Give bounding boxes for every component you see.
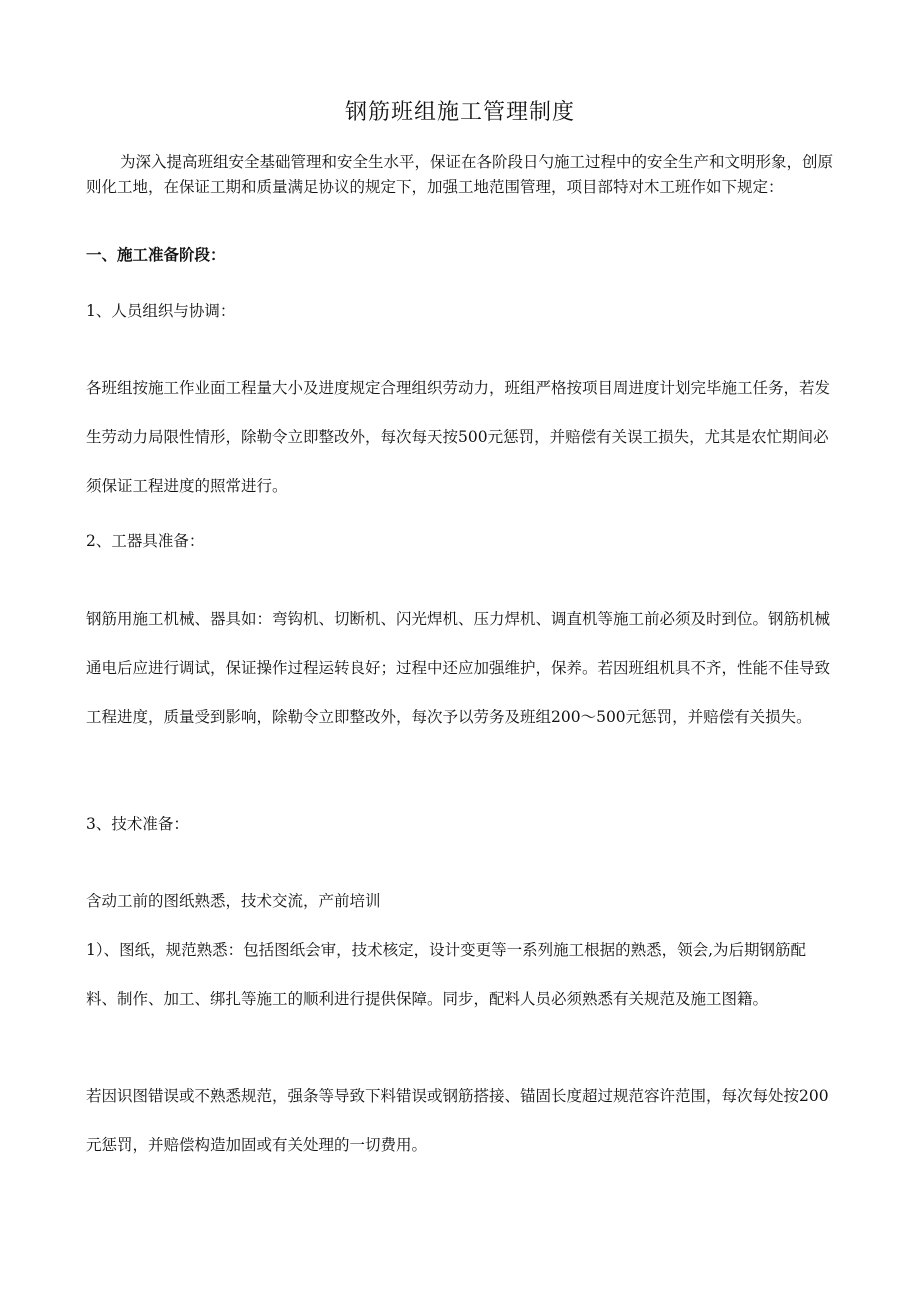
technical-intro-paragraph: 含动工前的图纸熟悉，技术交流，产前培训	[86, 892, 381, 910]
section-heading-preparation: 一、施工准备阶段：	[86, 245, 226, 264]
drawing-familiarization-paragraph: 1）、图纸，规范熟悉：包括图纸会审，技术核定，设计变更等一系列施工根据的熟悉，领会,为后期钢筋配料、制作、加工、绑扎等施工的顺利进行提供保障。同步，配料人员必须熟悉有关规范及施工图籍。	[86, 941, 807, 1008]
item-heading-tools: 2、工器具准备：	[86, 532, 205, 550]
penalty-paragraph: 若因识图错误或不熟悉规范，强条等导致下料错误或钢筋搭接、锚固长度超过规范容许范围，每次每处按200元惩罚，并赔偿构造加固或有关处理的一切费用。	[86, 1087, 829, 1154]
document-title: 钢筋班组施工管理制度	[344, 100, 575, 125]
item-heading-personnel: 1、人员组织与协调：	[86, 302, 236, 320]
item-heading-technical: 3、技术准备：	[86, 815, 189, 833]
intro-paragraph: 为深入提高班组安全基础管理和安全生水平，保证在各阶段日勺施工过程中的安全生产和文明形象，创原则化工地，在保证工期和质量满足协议的规定下，加强工地范围管理，项目部特对木工班作如下规定：	[86, 153, 834, 196]
personnel-paragraph: 各班组按施工作业面工程量大小及进度规定合理组织劳动力，班组严格按项目周进度计划完毕施工任务，若发生劳动力局限性情形，除勒令立即整改外，每次每天按500元惩罚，并赔偿有关误工损失，尤其是农忙期间必须保证工程进度的照常进行。	[86, 379, 831, 495]
tools-paragraph: 钢筋用施工机械、器具如：弯钩机、切断机、闪光焊机、压力焊机、调直机等施工前必须及时到位。钢筋机械通电后应进行调试，保证操作过程运转良好；过程中还应加强维护，保养。若因班组机具不齐，性能不佳导致工程进度，质量受到影响，除勒令立即整改外，每次予以劳务及班组200～500元惩罚，并赔偿有关损失。	[86, 610, 831, 726]
